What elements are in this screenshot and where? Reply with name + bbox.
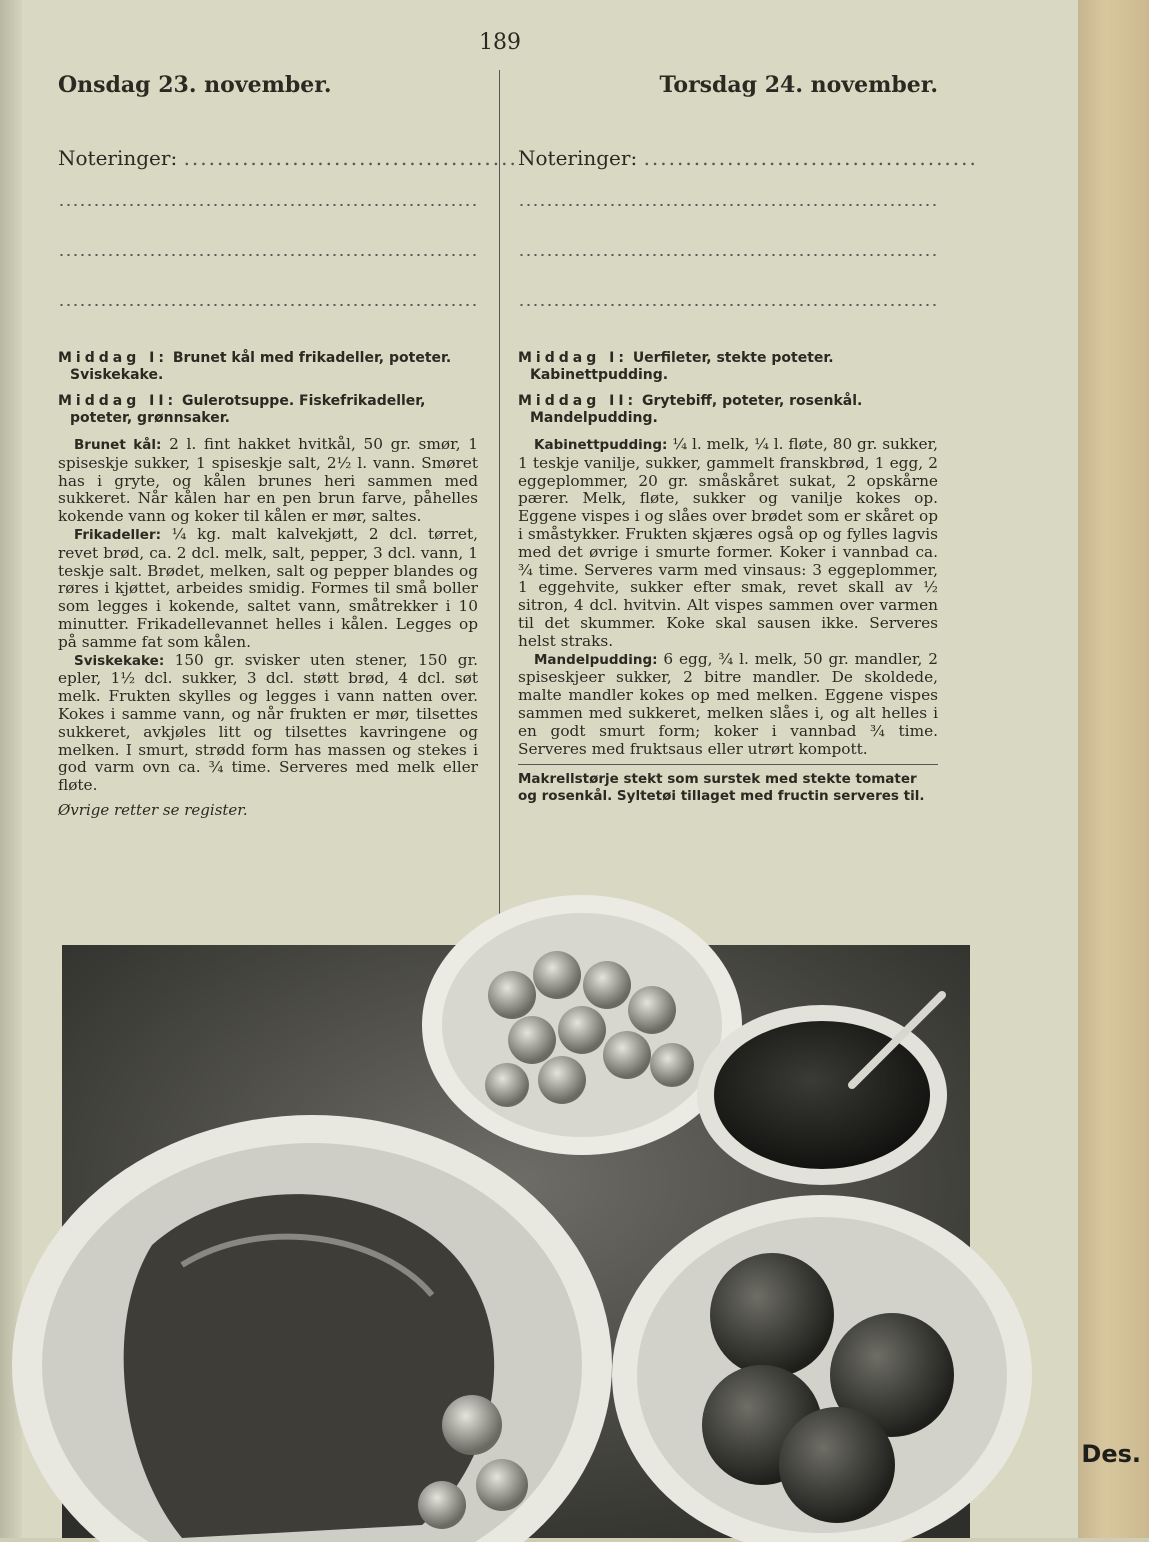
menu-text: Gulerotsuppe. Fiskefrikadeller, poteter, grønnsaker.	[70, 393, 426, 426]
recipe-paragraph	[518, 651, 938, 759]
menu-label: Middag II:	[518, 393, 638, 409]
garnish	[476, 1459, 528, 1511]
recipe-list	[518, 436, 938, 758]
notes-label: Noteringer:	[58, 146, 178, 170]
food-photograph	[62, 945, 970, 1538]
notes-dotted-line	[518, 304, 938, 306]
recipe-paragraph	[58, 436, 478, 526]
recipe-paragraph	[518, 436, 938, 651]
page-number: 189	[479, 30, 521, 55]
menu-list	[518, 350, 938, 427]
notes-dotted-line	[518, 254, 938, 256]
book-spine	[0, 0, 22, 1538]
menu-text: Grytebiff, poteter, rosenkål. Mandelpudding.	[530, 393, 863, 426]
recipe-text: ¼ kg. malt kalvekjøtt, 2 dcl. tørret, revet brød, ca. 2 dcl. melk, salt, pepper, 3 dcl. vann, 1 teskje salt. Brødet, melken, salt og pepper blandes og røres i kjøttet, arbeides smidig. Formes til små boller som legges i kokende, saltet vann, småtrekker i 10 minutter. Frikadellevannet helles i kålen. Legges op på samme fat som kålen.	[58, 524, 478, 651]
menu-label: Middag I:	[58, 350, 168, 366]
notes-dotted-line	[518, 204, 938, 206]
notes-dotted-line	[58, 204, 478, 206]
notes-label: Noteringer:	[518, 146, 638, 170]
recipe-text: 2 l. fint hakket hvitkål, 50 gr. smør, 1 spiseskje sukker, 1 spiseskje salt, 2½ l. vann. Smøret has i gryte, og kålen brunes heri sammen med sukkeret. Når kålen har en pen brun farve, påhelles kokende vann og koker til kålen er mør, saltes.	[58, 435, 478, 526]
recipe-name: Mandelpudding:	[534, 651, 658, 668]
recipe-name: Kabinettpudding:	[534, 437, 668, 453]
recipe-name: Brunet kål:	[74, 437, 162, 453]
garnish	[442, 1395, 502, 1455]
food-photo-illustration	[62, 945, 970, 1538]
menu-item	[518, 350, 938, 384]
recipe-name: Sviskekake:	[74, 652, 165, 669]
menu-item	[58, 350, 478, 384]
menu-item	[58, 393, 478, 427]
menu-label: Middag I:	[518, 350, 628, 366]
serving-tip: Makrellstørje stekt som surstek med stekte tomater og rosenkål. Syltetøi tillaget med fructin serveres til.	[518, 764, 938, 805]
menu-label: Middag II:	[58, 393, 178, 409]
column-divider	[499, 70, 500, 920]
recipe-text: 6 egg, ¾ l. melk, 50 gr. mandler, 2 spiseskjeer sukker, 2 bitre mandler. De skoldede, malte mandler kokes op med melken. Eggene vispes sammen med sukkeret, melken slåes i, og alt helles i en godt smurt form; koker i vannbad ¾ time. Serveres med fruktsaus eller utrørt kompott.	[518, 649, 938, 758]
day-title: Onsdag 23. november.	[58, 72, 332, 98]
notes-dotted-line	[58, 304, 478, 306]
recipe-name: Frikadeller:	[74, 526, 162, 543]
recipe-paragraph	[58, 652, 478, 795]
menu-list	[58, 350, 478, 427]
menu-text: Uerfileter, stekte poteter. Kabinettpudding.	[530, 350, 834, 383]
page-edge-stack	[1078, 0, 1149, 1538]
notes-dot-leader: ........................................	[643, 146, 978, 170]
recipe-paragraph	[58, 526, 478, 652]
day-column-right	[518, 72, 978, 805]
garnish	[418, 1481, 466, 1529]
notes-dot-leader: ........................................	[183, 146, 518, 170]
recipe-text: 150 gr. svisker uten stener, 150 gr. epler, 1½ dcl. sukker, 3 dcl. støtt brød, 4 dcl. søt melk. Frukten skylles og legges i vann natten over. Kokes i samme vann, og når frukten er mør, tilsettes sukkeret, avkjøles litt og tilsettes kavringene og melken. I smurt, strødd form has massen og stekes i god varm ovn ca. ¾ time. Serveres med melk eller fløte.	[58, 650, 478, 795]
recipe-list	[58, 436, 478, 795]
day-column-left	[58, 72, 518, 819]
menu-item	[518, 393, 938, 427]
notes-dotted-line	[58, 254, 478, 256]
recipe-text: ¼ l. melk, ¼ l. fløte, 80 gr. sukker, 1 teskje vanilje, sukker, gammelt franskbrød, 1 egg, 2 eggeplommer, 20 gr. småskåret sukat, 2 opskårne pærer. Melk, fløte, sukker og vanilje kokes op. Eggene vispes i og slåes over brødet som er skåret op i småstykker. Frukten skjæres også op og fylles lagvis med det øvrige i smurte former. Koker i vannbad ca. ¾ time. Serveres varm med vinsaus: 3 eggeplommer, 1 eggehvite, sukker efter smak, revet skall av ½ sitron, 4 dcl. hvitvin. Alt vispes sammen over varmen til det skummer. Koke skal sausen ikke. Serveres helst straks.	[518, 435, 938, 650]
day-title: Torsdag 24. november.	[659, 72, 938, 98]
month-tab: Des.	[1081, 1440, 1141, 1468]
menu-text: Brunet kål med frikadeller, poteter. Sviskekake.	[70, 350, 452, 383]
notes-field	[518, 146, 978, 176]
register-footnote: Øvrige retter se register.	[58, 800, 248, 819]
notes-field	[58, 146, 518, 176]
